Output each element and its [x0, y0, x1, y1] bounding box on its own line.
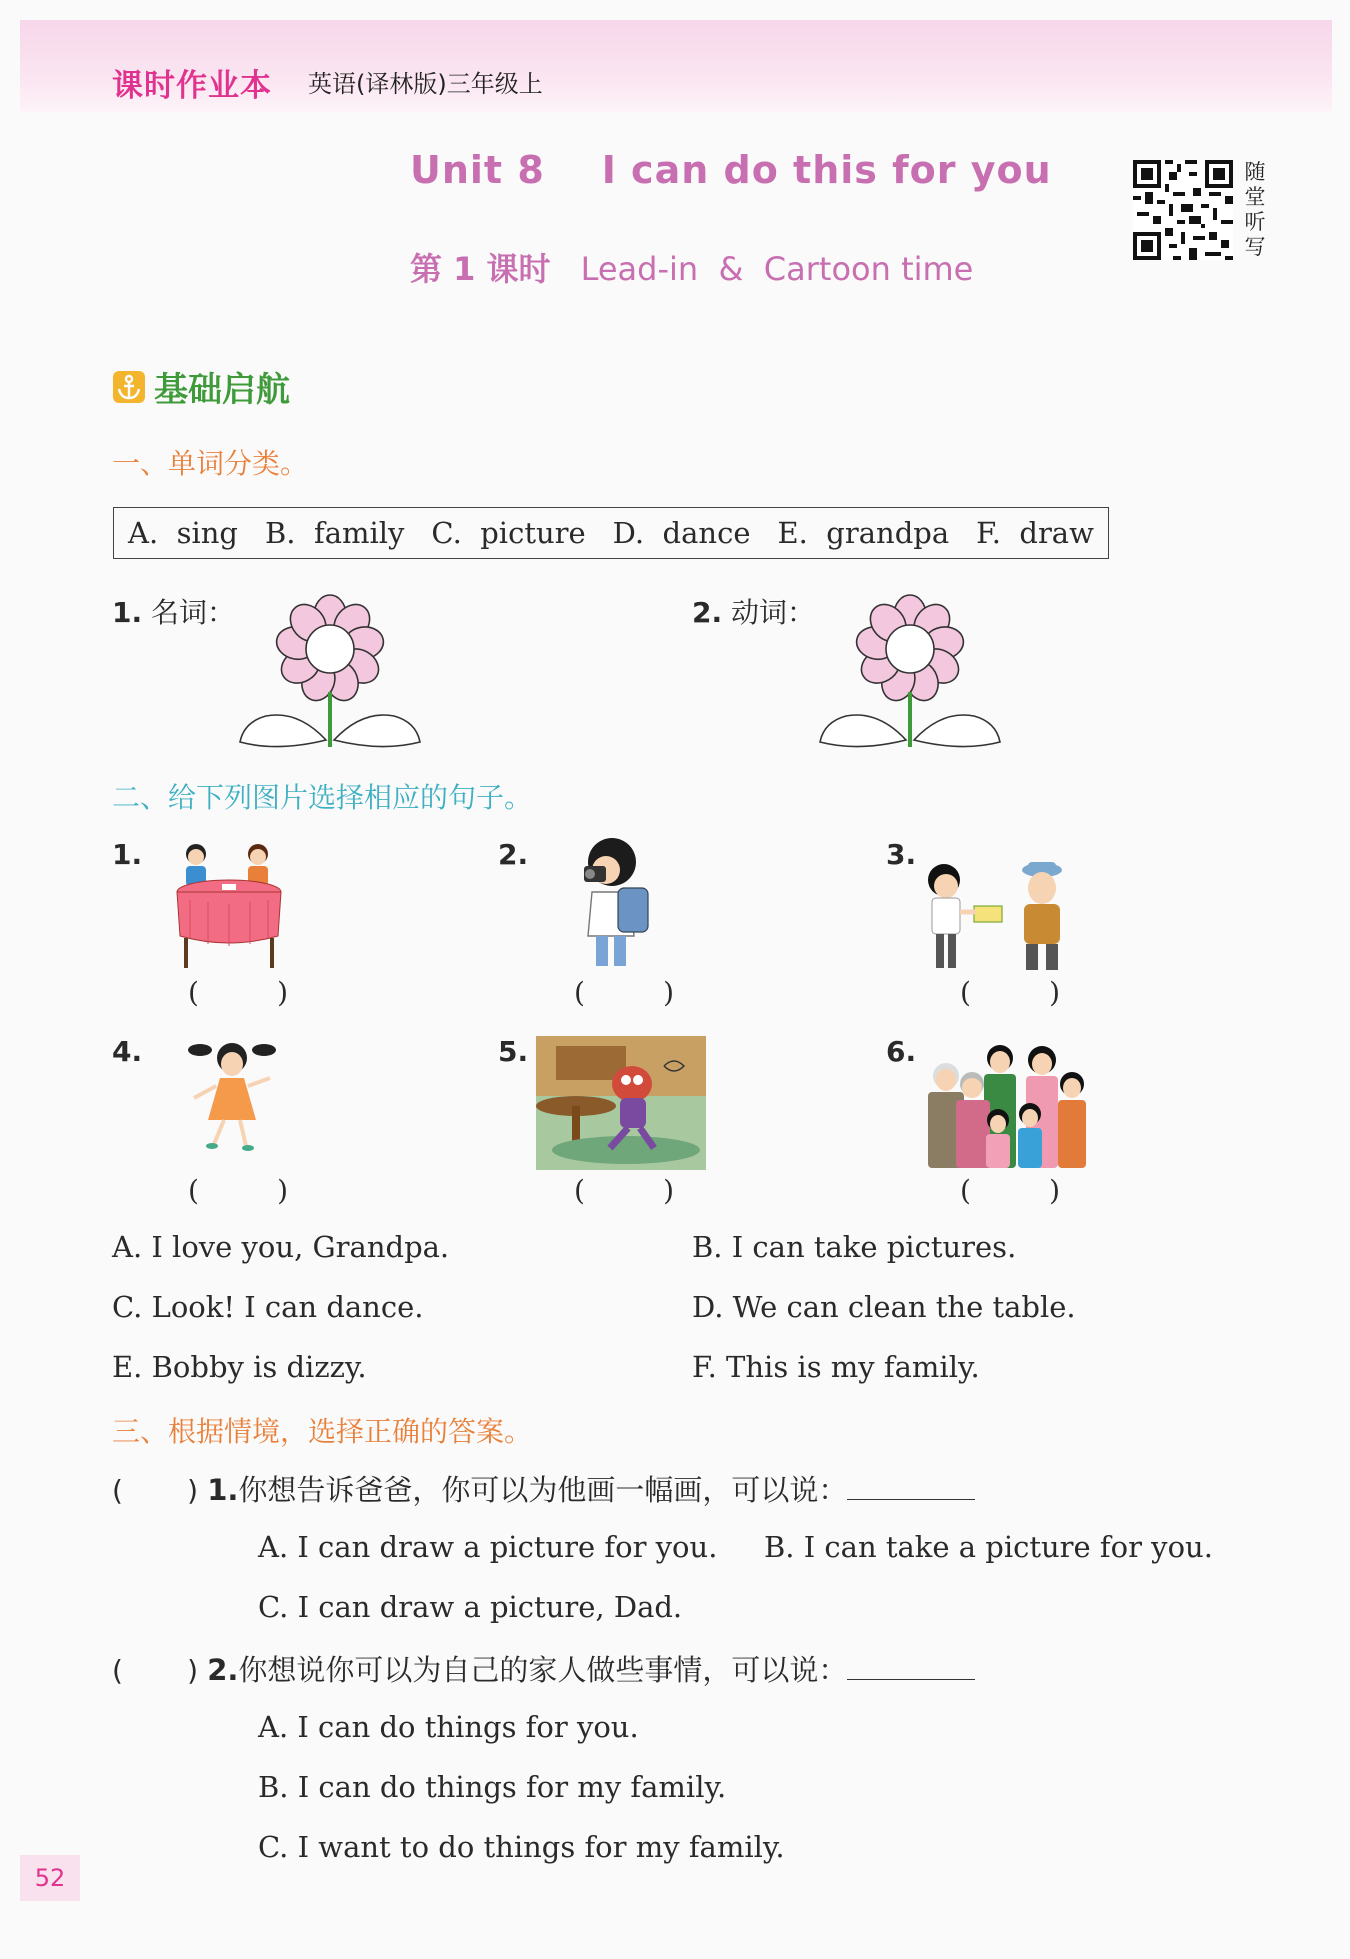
choice-b: B. I can do things for my family.: [258, 1770, 727, 1804]
picture-number: 3.: [886, 838, 917, 871]
sentence-option: F. This is my family.: [692, 1350, 980, 1384]
picture-take-pictures: [568, 836, 658, 970]
word-option: B. family: [265, 516, 405, 550]
lesson-topic: Lead-in & Cartoon time: [580, 250, 974, 288]
flower-answer-nouns[interactable]: [238, 592, 422, 752]
answer-paren[interactable]: ( ): [112, 1474, 198, 1507]
picture-number: 2.: [498, 838, 529, 871]
word-option: A. sing: [128, 516, 238, 550]
word-option: F. draw: [976, 516, 1094, 550]
lesson-title: [410, 244, 973, 290]
choice-c: C. I want to do things for my family.: [258, 1830, 785, 1864]
answer-paren[interactable]: ( ): [188, 1174, 288, 1207]
question-1: ( ) 1.你想告诉爸爸，你可以为他画一幅画，可以说：: [112, 1468, 975, 1509]
flower-answer-verbs[interactable]: [818, 592, 1002, 752]
choice-a: A. I can draw a picture for you.: [258, 1530, 718, 1564]
sentence-option: A. I love you, Grandpa.: [112, 1230, 450, 1264]
part3-title: 三、根据情境，选择正确的答案。: [112, 1415, 533, 1448]
choice-b: B. I can take a picture for you.: [764, 1530, 1213, 1564]
section-heading: 基础启航: [112, 362, 290, 411]
word-box: [113, 507, 1109, 559]
part1-title: 一、单词分类。: [112, 447, 309, 480]
picture-gift-grandpa: [922, 858, 1086, 972]
picture-number: 4.: [112, 1035, 143, 1068]
verb-label: 2. 动词：: [692, 596, 816, 629]
sentence-option: B. I can take pictures.: [692, 1230, 1017, 1264]
noun-label: 1. 名词：: [112, 596, 236, 629]
picture-clean-table: [172, 840, 286, 972]
brand-title: 课时作业本: [112, 68, 272, 104]
qr-label: 随 堂 听 写: [1244, 160, 1266, 259]
word-option: D. dance: [612, 516, 751, 550]
sentence-option: E. Bobby is dizzy.: [112, 1350, 367, 1384]
answer-paren[interactable]: ( ): [960, 976, 1060, 1009]
anchor-icon: [112, 370, 146, 404]
picture-number: 1.: [112, 838, 143, 871]
part2-title: 二、给下列图片选择相应的句子。: [112, 781, 533, 814]
answer-blank[interactable]: [847, 1477, 975, 1500]
answer-paren[interactable]: ( ): [574, 976, 674, 1009]
choice-c: C. I can draw a picture, Dad.: [258, 1590, 683, 1624]
question-2: ( ) 2.你想说你可以为自己的家人做些事情，可以说：: [112, 1648, 975, 1689]
picture-number: 6.: [886, 1035, 917, 1068]
answer-paren[interactable]: ( ): [960, 1174, 1060, 1207]
answer-paren[interactable]: ( ): [574, 1174, 674, 1207]
word-option: C. picture: [431, 516, 586, 550]
word-option: E. grandpa: [777, 516, 950, 550]
answer-paren[interactable]: ( ): [188, 976, 288, 1009]
qr-code-icon[interactable]: [1133, 160, 1233, 260]
picture-family: [924, 1044, 1088, 1168]
unit-title: Unit 8 I can do this for you: [410, 148, 1052, 192]
lesson-number: 第 1 课时: [410, 250, 551, 288]
sentence-option: D. We can clean the table.: [692, 1290, 1076, 1324]
sentence-option: C. Look! I can dance.: [112, 1290, 424, 1324]
answer-blank[interactable]: [847, 1657, 975, 1680]
picture-bobby-dizzy: [536, 1036, 706, 1170]
page-number: 52: [20, 1855, 80, 1901]
picture-number: 5.: [498, 1035, 529, 1068]
choice-a: A. I can do things for you.: [258, 1710, 639, 1744]
book-title: 英语(译林版)三年级上: [308, 70, 543, 98]
picture-dancing-girl: [186, 1040, 278, 1152]
answer-paren[interactable]: ( ): [112, 1654, 198, 1687]
